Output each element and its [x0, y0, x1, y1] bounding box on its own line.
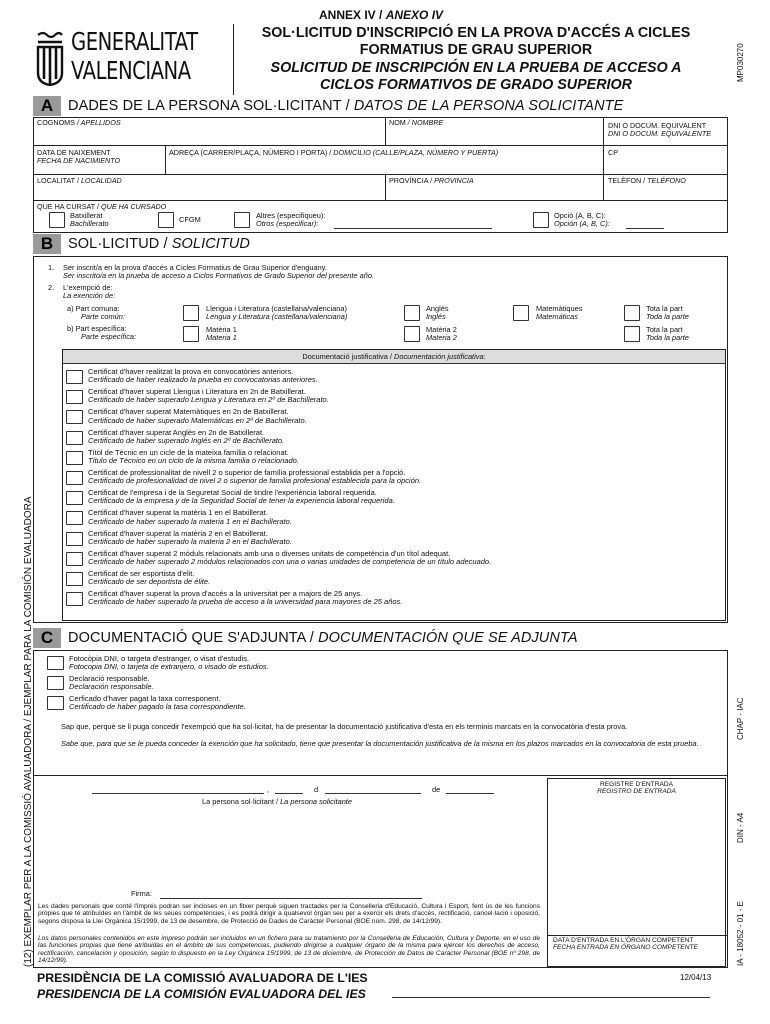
llengua-label [206, 305, 347, 322]
logo-line-2: VALENCIANA [71, 56, 191, 85]
otros-checkbox[interactable] [234, 212, 250, 228]
localidad-label [37, 177, 122, 185]
grid-line [33, 117, 728, 118]
grid-line [33, 650, 728, 651]
grid-line [603, 145, 604, 174]
tota-especifica-checkbox[interactable] [624, 326, 640, 342]
fecha-nac-es: FECHA DE NACIMIENTO [37, 156, 121, 165]
doc-justificativa-item [88, 570, 718, 586]
fecha-nacimiento-label [37, 149, 120, 165]
section-b-title [68, 234, 250, 254]
part-especifica-va: b) Part específica: [67, 324, 127, 333]
section-a-title [68, 96, 623, 116]
doc-item-va: Certificat d'haver superat la prova d'accés a la universitat per a majors de 25 anys. [88, 589, 363, 599]
otros-input-line[interactable] [334, 228, 492, 229]
doc-justificativa-checkbox[interactable] [66, 552, 83, 566]
batx-es: Bachillerato [70, 219, 109, 229]
persona-solicitante-label [202, 798, 352, 806]
doc-justificativa-checkbox[interactable] [66, 491, 83, 505]
data-entrada-es: FECHA ENTRADA EN ÓRGANO COMPETENTE [553, 944, 698, 952]
attached-doc-es: Fotocopia DNI, o tarjeta de extranjero, o visado de estudios. [69, 662, 269, 672]
nom-label [389, 119, 443, 127]
item2-text [63, 284, 115, 301]
tota-especifica-es: Toda la parte [646, 333, 689, 343]
materia1-es: Materia 1 [206, 333, 237, 343]
part-especifica-es: Parte específica: [81, 332, 137, 342]
side-right-din: DIN - A4 [736, 812, 745, 843]
doc-item-es: Certificado de haber superado Matemáticas en 2º de Bachillerato. [88, 415, 307, 425]
bachillerato-checkbox[interactable] [49, 212, 65, 228]
doc-justificativa-checkbox[interactable] [66, 511, 83, 525]
doc-head-es: Documentación justificativa: [394, 352, 486, 361]
presidencia-va: PRESIDÈNCIA DE LA COMISSIÓ AVALUADORA DE L'IES [37, 971, 368, 985]
attached-doc-va: Declaració responsable. [69, 674, 150, 683]
doc-item-va: Certificat d'haver realitzat la prova en convocatòries anteriors. [88, 367, 294, 376]
generalitat-logo [35, 27, 215, 89]
grid-line [33, 232, 728, 233]
altres-es: Otros (especificar): [256, 219, 319, 229]
angles-va: Anglès [426, 304, 449, 313]
registre-es: REGISTRO DE ENTRADA [597, 788, 676, 796]
llengua-checkbox[interactable] [183, 305, 199, 321]
doc-justificativa-item [88, 469, 718, 485]
item2-num: 2. [48, 283, 55, 292]
cfgm-label: CFGM [179, 215, 201, 224]
cp-label: CP [608, 148, 618, 157]
nom-va: NOM [389, 118, 406, 127]
grid-line [727, 775, 728, 967]
telefono-label [608, 177, 686, 185]
cognoms-label [37, 119, 121, 127]
grid-line [385, 174, 386, 200]
materia1-checkbox[interactable] [183, 326, 199, 342]
dni-es: DNI O DOCUM. EQUIVALENTE [608, 129, 712, 138]
tota-especifica-label [646, 326, 689, 343]
month-input-line[interactable] [325, 793, 421, 794]
doc-justificativa-item [88, 388, 718, 404]
grid-line [547, 935, 727, 936]
form-code: MP030270 [736, 43, 745, 82]
doc-item-va: Certificat de professionalitat de nivell 2 o superior de família professional establida per a l'opció. [88, 468, 406, 477]
annex-heading [319, 8, 443, 22]
doc-item-va: Certificat de l'empresa i de la Seguretat Social de tindre l'experiència laboral requerida. [88, 488, 377, 498]
item1-es: Ser inscrito/a en la prueba de acceso a Ciclos Formativos de Grado Superior del presente año. [63, 271, 374, 281]
coat-of-arms-icon [35, 29, 65, 87]
item1-num: 1. [48, 263, 55, 272]
doc-justificativa-item [88, 509, 718, 525]
section-b-sep: / [163, 236, 168, 252]
header-divider [233, 24, 234, 95]
grid-line [603, 117, 604, 145]
materia2-va: Matèria 2 [426, 325, 457, 334]
grid-line [727, 117, 728, 232]
opcion-input-line[interactable] [626, 228, 664, 229]
opcio-va: Opció (A, B, C): [554, 211, 606, 220]
section-a-letter: A [33, 96, 61, 116]
presidencia-es: PRESIDENCIA DE LA COMISIÓN EVALUADORA DEL IES [37, 987, 366, 1001]
attached-doc-checkbox[interactable] [47, 696, 64, 710]
section-c-title [68, 628, 578, 648]
llengua-es: Lengua y Literatura (castellana/valenciana) [206, 312, 348, 322]
grid-line [33, 200, 728, 201]
part-comuna-va: a) Part comuna: [67, 304, 120, 313]
doc-justificativa-item [88, 368, 718, 384]
provincia-va: PROVÍNCIA / [389, 176, 433, 185]
que-cursado-es: QUE HA CURSADO [101, 202, 167, 211]
grid-line [33, 256, 728, 257]
doc-item-va: Certificat d'haver superat Anglès en 2n de Batxillerat. [88, 427, 265, 437]
doc-justificativa-item [88, 489, 718, 505]
tota-comuna-label [646, 305, 689, 322]
doc-item-va: Certificat d'haver superat Matemàtiques en 2n de Batxillerat. [88, 407, 289, 417]
title-spanish [236, 60, 716, 93]
doc-item-es: Certificado de haber superado 2 módulos relacionados con una o varias unidades de competencia de un título adecuado. [88, 557, 492, 566]
doc-item-es: Certificado de haber superado la prueba de acceso a la universidad para mayores de 25 años. [88, 597, 403, 607]
batx-va: Batxillerat [70, 211, 103, 220]
persona-es: La persona solicitante [280, 797, 352, 806]
cfgm-checkbox[interactable] [158, 212, 174, 228]
materia2-checkbox[interactable] [404, 326, 420, 342]
day-input-line[interactable] [275, 793, 303, 794]
doc-item-es: Certificado de haber realizado la prueba en convocatorias anteriores. [88, 375, 318, 385]
section-a-title-es: DATOS DE LA PERSONA SOLICITANTE [353, 98, 624, 114]
side-right-chap: CHAP - IAC [736, 697, 745, 740]
mates-checkbox[interactable] [513, 305, 529, 321]
section-c-sep: / [309, 630, 314, 646]
attached-doc-item [69, 695, 709, 711]
title-va-line-1: SOL·LICITUD D'INSCRIPCIÓ EN LA PROVA D'ACCÉS A CICLES [261, 25, 691, 41]
exemption-note-es: Sabe que, para que se le pueda conceder la exención que ha solicitado, tiene que presentar la documentación justificativa de la misma en los plazos marcados en la convocatoria de esta prueba. [61, 739, 699, 748]
doc-justificativa-checkbox[interactable] [66, 451, 83, 465]
doc-justificativa-checkbox[interactable] [66, 370, 83, 384]
apellidos-field[interactable] [37, 128, 382, 143]
side-right-code: IA - 18052 - 01 - E [736, 901, 745, 966]
altres-va: Altres (especifiqueu): [256, 211, 326, 220]
attached-doc-item [69, 655, 709, 671]
mates-label [536, 305, 582, 322]
mates-va: Matemàtiques [536, 304, 583, 313]
telefon-va: TELÈFON / [608, 176, 646, 185]
doc-head-va: Documentació justificativa / [302, 352, 392, 361]
section-a-sep: / [345, 98, 350, 114]
provincia-label [389, 177, 474, 185]
item1-va: Ser inscrit/a en la prova d'accés a Cicles Formatius de Grau Superior d'enguany. [63, 263, 327, 272]
exemption-note-va: Sap que, perquè se li puga concedir l'exempció que ha sol·licitat, ha de presentar la documentació justificativa d'esta en els terminis marcats en la convocatòria d'esta prova. [61, 722, 628, 731]
grid-line [33, 145, 728, 146]
angles-label [426, 305, 449, 322]
grid-line [165, 145, 166, 174]
title-valencian [236, 25, 716, 58]
registre-va: REGISTRE D'ENTRADA [599, 781, 674, 788]
otros-label [256, 212, 325, 229]
materia2-es: Materia 2 [426, 333, 457, 343]
registro-entrada-label [548, 781, 725, 796]
que-cursat-va: QUE HA CURSAT / [37, 202, 100, 211]
materia2-label [426, 326, 457, 343]
doc-item-es: Certificado de profesionalidad de nivel 2 o superior de familia profesional establecida para la opción. [88, 476, 422, 486]
grid-line [33, 775, 728, 776]
ies-input-line[interactable] [392, 997, 710, 998]
grid-line [33, 174, 728, 175]
grid-line [33, 967, 728, 968]
que-cursado-label [37, 203, 166, 211]
doc-justificativa-item [88, 530, 718, 546]
doc-justificativa-checkbox[interactable] [66, 532, 83, 546]
grid-line [727, 256, 728, 622]
doc-item-va: Certificat d'haver superat la matèria 1 en el Batxillerat. [88, 508, 268, 518]
doc-item-es: Certificado de haber superado la materia 2 en el Bachillerato. [88, 536, 292, 546]
tota-comuna-checkbox[interactable] [624, 305, 640, 321]
section-b-title-es: SOLICITUD [171, 236, 251, 252]
title-es-line-2: CICLOS FORMATIVOS DE GRADO SUPERIOR [320, 76, 632, 93]
persona-va: La persona sol·licitant / [202, 797, 278, 806]
tota-comuna-es: Toda la parte [646, 312, 689, 322]
side-left-text: (12) EXEMPLAR PER A LA COMISSIÓ AVALUADORA / EJEMPLAR PARA LA COMISIÓN EVALUADORA [23, 496, 34, 967]
doc-justificativa-checkbox[interactable] [66, 431, 83, 445]
grid-line [603, 174, 604, 200]
fecha-entrada-label [553, 937, 698, 952]
opcio-es: Opción (A, B, C): [554, 219, 610, 229]
de-label: de [432, 785, 441, 794]
doc-item-es: Certificado de ser deportista de élite. [88, 577, 211, 587]
privacy-es: Los datos personales contenidos en este impreso podrán ser incluidos en un fichero para su tratamiento por la Conselleria de Educación, Cultura y Deporte, en el uso de las funciones propias que tiene atribuidas en el ámbito de sus competencias, pudiendo dirigirse a cualquier órgano de la misma para ejercer los derechos de acceso, rectificación, cancelación y oposición, según lo dispuesto en la Ley Orgánica 15/1999, de 13 de diciembre, de Protección de Datos de Carácter Personal (BOE nº 298, de 14/12/99). [38, 935, 540, 965]
materia1-label [206, 326, 237, 343]
doc-item-va: Títol de Tècnic en un cicle de la mateixa família o relacionat. [88, 447, 289, 457]
angles-es: Inglés [426, 312, 446, 322]
logo-line-1: GENERALITAT [71, 27, 198, 56]
nombre-field[interactable] [389, 128, 599, 143]
doc-justificativa-header [63, 350, 725, 364]
grid-line [33, 117, 34, 232]
comma-sep: , [267, 785, 270, 794]
angles-checkbox[interactable] [404, 305, 420, 321]
attached-doc-va: Fotocòpia DNI, o targeta d'estranger, o visat d'estudis. [69, 654, 250, 663]
doc-justificativa-checkbox[interactable] [66, 410, 83, 424]
doc-item-va: Certificat d'haver superat Llengua i Literatura en 2n de Batxillerat. [88, 387, 306, 397]
doc-justificativa-checkbox[interactable] [66, 592, 83, 606]
section-c-title-es: DOCUMENTACIÓN QUE SE ADJUNTA [318, 630, 578, 646]
cognoms-es: / APELLIDOS [76, 118, 121, 127]
tota-comuna-va: Tota la part [646, 304, 683, 313]
domicilio-label [169, 149, 498, 157]
llengua-va: Llengua i Literatura (castellana/valenciana) [206, 304, 347, 313]
doc-item-es: Certificado de haber superado Lengua y Literatura en 2º de Bachillerato. [88, 395, 329, 405]
dni-va: DNI O DOCUM. EQUIVALENT [608, 121, 707, 130]
annex-es: ANEXO IV [385, 8, 444, 22]
d-label: d [314, 785, 319, 794]
item2-es: La exención de: [63, 291, 116, 301]
attached-doc-checkbox[interactable] [47, 676, 64, 690]
grid-line [33, 622, 728, 623]
attached-doc-es: Certificado de haber pagado la tasa correspondiente. [69, 702, 246, 712]
provincia-es: PROVINCIA [434, 176, 474, 185]
doc-justificativa-checkbox[interactable] [66, 471, 83, 485]
materia1-va: Matèria 1 [206, 325, 237, 334]
firma-input-line[interactable] [160, 898, 422, 899]
grid-line [385, 117, 386, 145]
localitat-va: LOCALITAT / [37, 176, 79, 185]
mates-es: Matemáticas [536, 312, 578, 322]
adreca-va: ADREÇA (CARRER/PLAÇA, NÚMERO I PORTA) / [169, 148, 332, 157]
doc-item-es: Título de Técnico en un ciclo de la misma familia o relacionado. [88, 456, 299, 465]
section-b-title-va: SOL·LICITUD [68, 236, 160, 252]
doc-justificativa-checkbox[interactable] [66, 390, 83, 404]
domicilio-es: DOMICILIO (CALLE/PLAZA, NÚMERO Y PUERTA) [333, 148, 499, 157]
localidad-es: LOCALIDAD [80, 176, 122, 185]
annex-sep: / [379, 8, 383, 22]
section-b-letter: B [33, 234, 61, 254]
part-comuna-es: Parte común: [81, 312, 125, 322]
item2-va: L'exempció de: [63, 283, 113, 292]
doc-justificativa-item [88, 550, 718, 566]
cognoms-va: COGNOMS [37, 118, 75, 127]
data-naix-va: DATA DE NAIXEMENT [37, 148, 111, 157]
grid-line [727, 650, 728, 775]
dni-label [608, 122, 711, 138]
title-va-line-2: FORMATIUS DE GRAU SUPERIOR [359, 41, 593, 58]
part-comuna-label [67, 305, 125, 322]
doc-justificativa-item [88, 429, 718, 445]
section-a-title-va: DADES DE LA PERSONA SOL·LICITANT [68, 98, 342, 114]
doc-item-va: Certificat d'haver superat 2 mòduls relacionats amb una o diverses unitats de competència d'un títol adequat. [88, 548, 451, 558]
tota-especifica-va: Tota la part [646, 325, 683, 334]
doc-item-va: Certificat de ser esportista d'elit. [88, 569, 195, 578]
footer-date: 12/04/13 [680, 973, 712, 982]
part-especifica-label [67, 325, 136, 342]
section-c-letter: C [33, 628, 61, 648]
title-es-line-1: SOLICITUD DE INSCRIPCIÓN EN LA PRUEBA DE ACCESO A [270, 60, 682, 76]
doc-justificativa-item [88, 590, 718, 606]
doc-justificativa-item [88, 408, 718, 424]
annex-va: ANNEX IV [319, 8, 376, 22]
privacy-va: Les dades personals que conté l'imprés podran ser incloses en un fitxer perquè siguen tractades per la Conselleria d'Educació, Cultura i Esport, fent ús de les funcions pròpies que té atribuïdes en l'àmbit de les seues competències, i es podrà dirigir a qualsevol òrgan seu per a exercir els drets d'accés, rectificació, cancel·lació i oposició, segons disposa la Llei Orgànica 15/1999, de 13 de desembre, de Protecció de Dades de Caràcter Personal (BOE núm. 298, de 14/12/99). [38, 903, 540, 925]
doc-justificativa-checkbox[interactable] [66, 572, 83, 586]
bachillerato-label [70, 212, 109, 229]
item1-text [63, 264, 374, 281]
year-input-line[interactable] [446, 793, 494, 794]
attached-doc-va: Cerficado d'haver pagat la taxa corresponent. [69, 694, 221, 703]
attached-doc-checkbox[interactable] [47, 656, 64, 670]
place-input-line[interactable] [92, 793, 264, 794]
opcion-checkbox[interactable] [533, 212, 549, 228]
firma-label: Firma: [131, 889, 152, 898]
doc-justificativa-item [88, 449, 718, 465]
telefono-es: TELÉFONO [647, 176, 686, 185]
data-entrada-va: DATA D'ENTRADA EN L'ÒRGAN COMPETENT [553, 937, 694, 944]
doc-item-es: Certificado de la empresa y de la Seguridad Social de tener la experiencia laboral requerida. [88, 496, 395, 506]
doc-item-es: Certificado de haber superado Inglés en 2º de Bachillerato. [88, 435, 285, 445]
nom-es: / NOMBRE [407, 118, 444, 127]
doc-item-va: Certificat d'haver superat la matèria 2 en el Batxillerat. [88, 528, 268, 538]
doc-item-es: Certificado de haber superado la materia 1 en el Bachillerato. [88, 516, 292, 526]
attached-doc-es: Declaración responsable. [69, 682, 154, 692]
attached-doc-item [69, 675, 709, 691]
opcion-label [554, 212, 610, 229]
section-c-title-va: DOCUMENTACIÓ QUE S'ADJUNTA [68, 630, 306, 646]
